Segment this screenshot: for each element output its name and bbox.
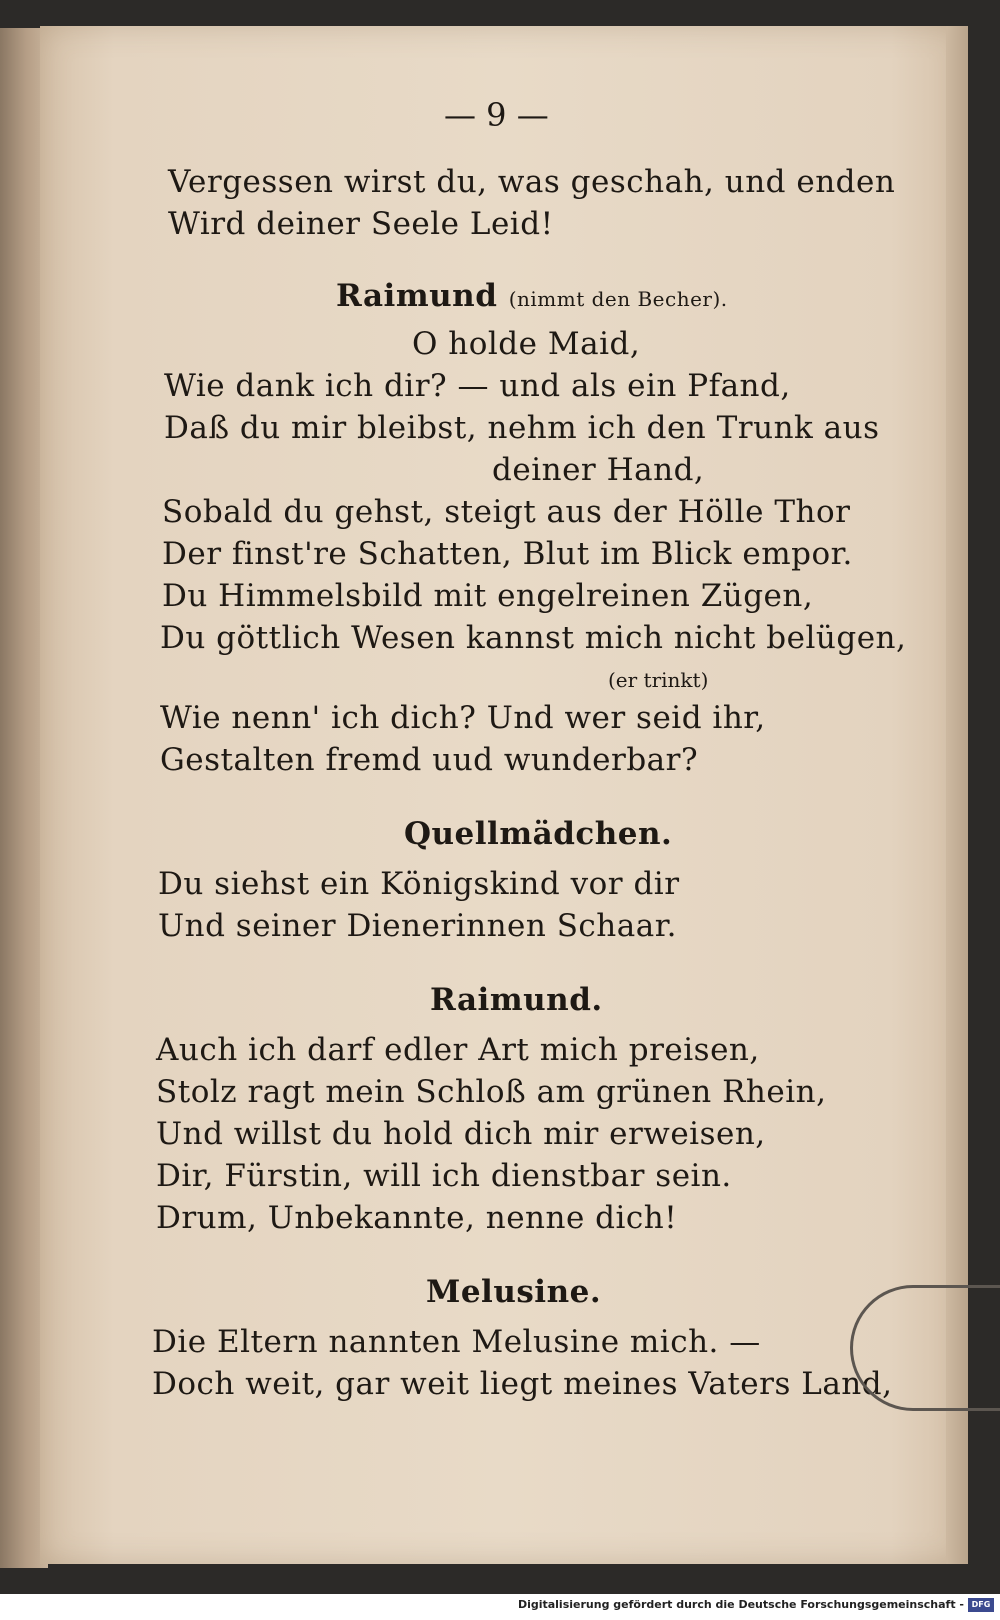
verse-line: Vergessen wirst du, was geschah, und enden: [168, 164, 896, 200]
verse-line: O holde Maid,: [412, 326, 641, 362]
verse-line: Du siehst ein Königskind vor dir: [158, 866, 680, 902]
verse-line: Daß du mir bleibst, nehm ich den Trunk aus: [164, 410, 880, 446]
footer-credit: Digitalisierung gefördert durch die Deutsche Forschungsgemeinschaft -: [517, 1598, 964, 1611]
verse-line: Und seiner Dienerinnen Schaar.: [158, 908, 677, 944]
verse-line: Sobald du gehst, steigt aus der Hölle Thor: [162, 494, 851, 530]
speaker-name: [336, 278, 728, 314]
speaker-label: Raimund: [336, 278, 498, 314]
speaker-name: Melusine.: [426, 1274, 602, 1310]
page-clip: [850, 1285, 1000, 1411]
verse-line: Wie nenn' ich dich? Und wer seid ihr,: [160, 700, 766, 736]
verse-line: Doch weit, gar weit liegt meines Vaters Land,: [152, 1366, 893, 1402]
verse-line: Du Himmelsbild mit engelreinen Zügen,: [162, 578, 814, 614]
verse-line: Die Eltern nannten Melusine mich. —: [152, 1324, 761, 1360]
verse-line: Auch ich darf edler Art mich preisen,: [156, 1032, 760, 1068]
verse-line: Und willst du hold dich mir erweisen,: [156, 1116, 766, 1152]
stage-direction: (er trinkt): [608, 668, 709, 692]
verse-line: Drum, Unbekannte, nenne dich!: [156, 1200, 678, 1236]
book-page: [40, 26, 965, 1564]
page-number: — 9 —: [444, 96, 549, 134]
stage-direction: (nimmt den Becher).: [508, 287, 728, 311]
dfg-logo-icon: DFG: [968, 1598, 994, 1612]
verse-line: Du göttlich Wesen kannst mich nicht belügen,: [160, 620, 907, 656]
page-text: [40, 26, 965, 1564]
verse-line: Stolz ragt mein Schloß am grünen Rhein,: [156, 1074, 827, 1110]
verse-line: Der finst're Schatten, Blut im Blick empor.: [162, 536, 853, 572]
verse-line: Gestalten fremd uud wunderbar?: [160, 742, 699, 778]
verse-line: Dir, Fürstin, will ich dienstbar sein.: [156, 1158, 732, 1194]
speaker-name: Raimund.: [430, 982, 603, 1018]
footer-bar: [0, 1594, 1000, 1620]
speaker-name: Quellmädchen.: [404, 816, 673, 852]
verse-line: deiner Hand,: [492, 452, 705, 488]
verse-line: Wie dank ich dir? — und als ein Pfand,: [164, 368, 791, 404]
verse-line: Wird deiner Seele Leid!: [168, 206, 554, 242]
